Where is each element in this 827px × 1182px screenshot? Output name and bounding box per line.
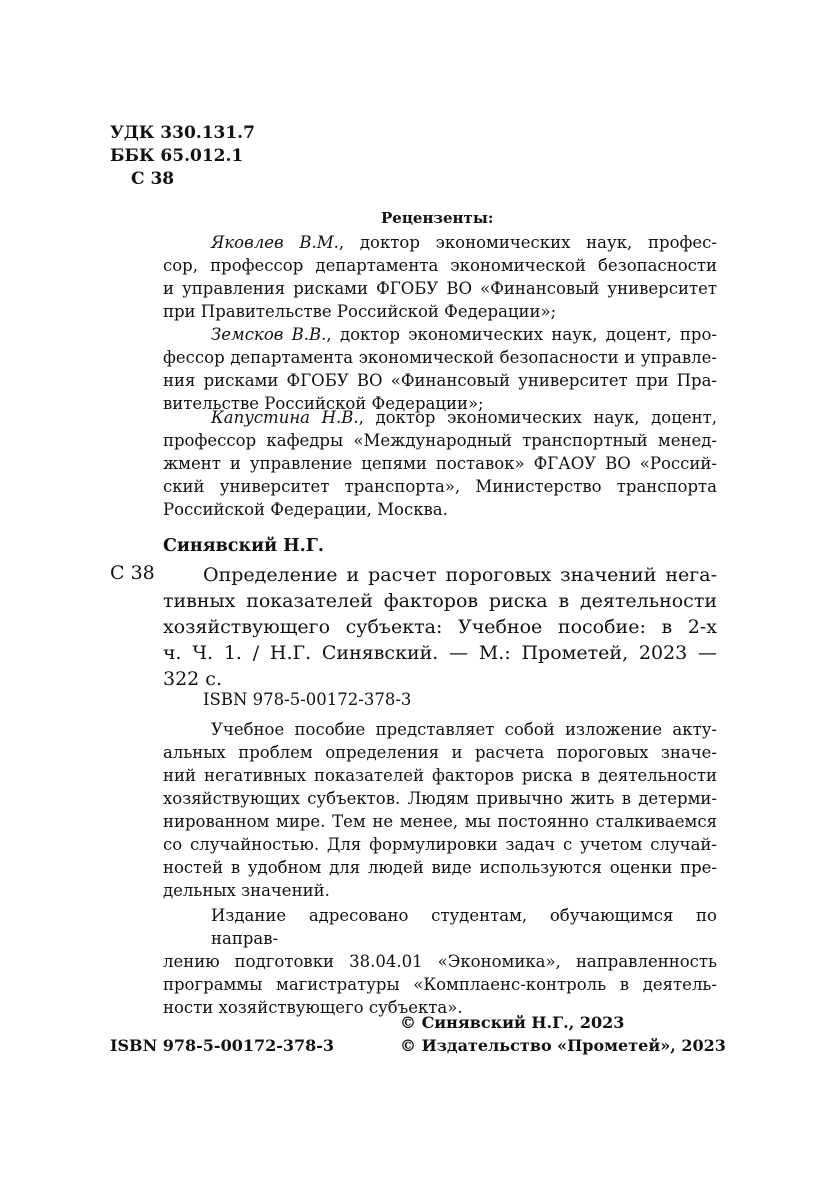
reviewer-2-line: вительстве Российской Федерации»; [163, 394, 484, 413]
bbk-code: ББК 65.012.1 [110, 146, 244, 166]
annotation-line: Учебное пособие представляет собой изложение акту- [211, 720, 717, 739]
copyright-author: © Синявский Н.Г., 2023 [400, 1013, 625, 1032]
title-line: Определение и расчет пороговых значений нега- [203, 564, 717, 586]
reviewer-2-line: ния рисками ФГОБУ ВО «Финансовый университет при Пра- [163, 371, 717, 390]
reviewer-1-first-rest: , доктор экономических наук, профес- [338, 233, 717, 252]
reviewer-2-first-line [163, 323, 717, 346]
copyright-publisher: © Издательство «Прометей», 2023 [400, 1036, 726, 1055]
footer-isbn: ISBN 978-5-00172-378-3 [110, 1036, 335, 1055]
annotation-line: ностей в удобном для людей виде используются оценки пре- [163, 858, 717, 877]
title-line: хозяйствующего субъекта: Учебное пособие: в 2-х [163, 616, 717, 638]
annotation-line: дельных значений. [163, 881, 330, 900]
reviewer-3-line: жмент и управление цепями поставок» ФГАОУ ВО «Россий- [163, 454, 717, 473]
annotation-paragraph-2 [163, 904, 717, 1019]
reviewer-2-first-rest: , доктор экономических наук, доцент, про- [326, 325, 717, 344]
title-line: тивных показателей факторов риска в деятельности [163, 590, 717, 612]
reviewer-3-first-rest: , доктор экономических наук, доцент, [358, 408, 717, 427]
annotation-line: нированном мире. Тем не менее, мы постоянно сталкиваемся [163, 812, 717, 831]
reviewer-1-first-line [163, 231, 717, 254]
reviewer-2-name: Земсков В.В. [211, 325, 327, 344]
reviewer-2 [163, 323, 717, 415]
book-author: Синявский Н.Г. [163, 536, 324, 556]
annotation-line: хозяйствующих субъектов. Людям привычно жить в детерми- [163, 789, 717, 808]
book-isbn: ISBN 978-5-00172-378-3 [203, 690, 412, 709]
annotation-line: ний негативных показателей факторов риска в деятельности [163, 766, 717, 785]
annotation-paragraph-1 [163, 718, 717, 902]
reviewer-1-line: сор, профессор департамента экономической безопасности [163, 256, 717, 275]
reviewer-3-first-line [163, 406, 717, 429]
reviewer-1-line: и управления рисками ФГОБУ ВО «Финансовый университет при Правительстве Российской Федерации»; [163, 279, 717, 321]
annotation-line: программы магистратуры «Комплаенс-контроль в деятель- [163, 975, 717, 994]
reviewer-1 [163, 231, 717, 323]
reviewer-3-line: Российской Федерации, Москва. [163, 500, 448, 519]
author-mark: С 38 [131, 169, 175, 189]
annotation-line: лению подготовки 38.04.01 «Экономика», направленность [163, 952, 717, 971]
title-line: ч. Ч. 1. / Н.Г. Синявский. — М.: Прометей, 2023 — [163, 642, 717, 664]
reviewer-3-line: ский университет транспорта», Министерство транспорта [163, 477, 717, 496]
reviewer-1-name: Яковлев В.М. [211, 233, 339, 252]
annotation-line: альных проблем определения и расчета пороговых значе- [163, 743, 717, 762]
reviewer-3-line: профессор кафедры «Международный транспортный менед- [163, 431, 717, 450]
annotation-line: Издание адресовано студентам, обучающимся по направ- [211, 906, 717, 948]
udk-code: УДК 330.131.7 [110, 123, 255, 143]
reviewer-2-line: фессор департамента экономической безопасности и управле- [163, 348, 717, 367]
annotation-line: ности хозяйствующего субъекта». [163, 998, 463, 1017]
book-title [163, 562, 717, 692]
reviewer-3 [163, 406, 717, 521]
book-code: С 38 [110, 562, 155, 584]
reviewer-3-name: Капустина Н.В. [211, 408, 359, 427]
annotation-line: со случайностью. Для формулировки задач с учетом случай- [163, 835, 717, 854]
title-line: 322 с. [163, 668, 222, 690]
reviewers-heading: Рецензенты: [381, 209, 494, 227]
classification-codes [110, 122, 255, 191]
